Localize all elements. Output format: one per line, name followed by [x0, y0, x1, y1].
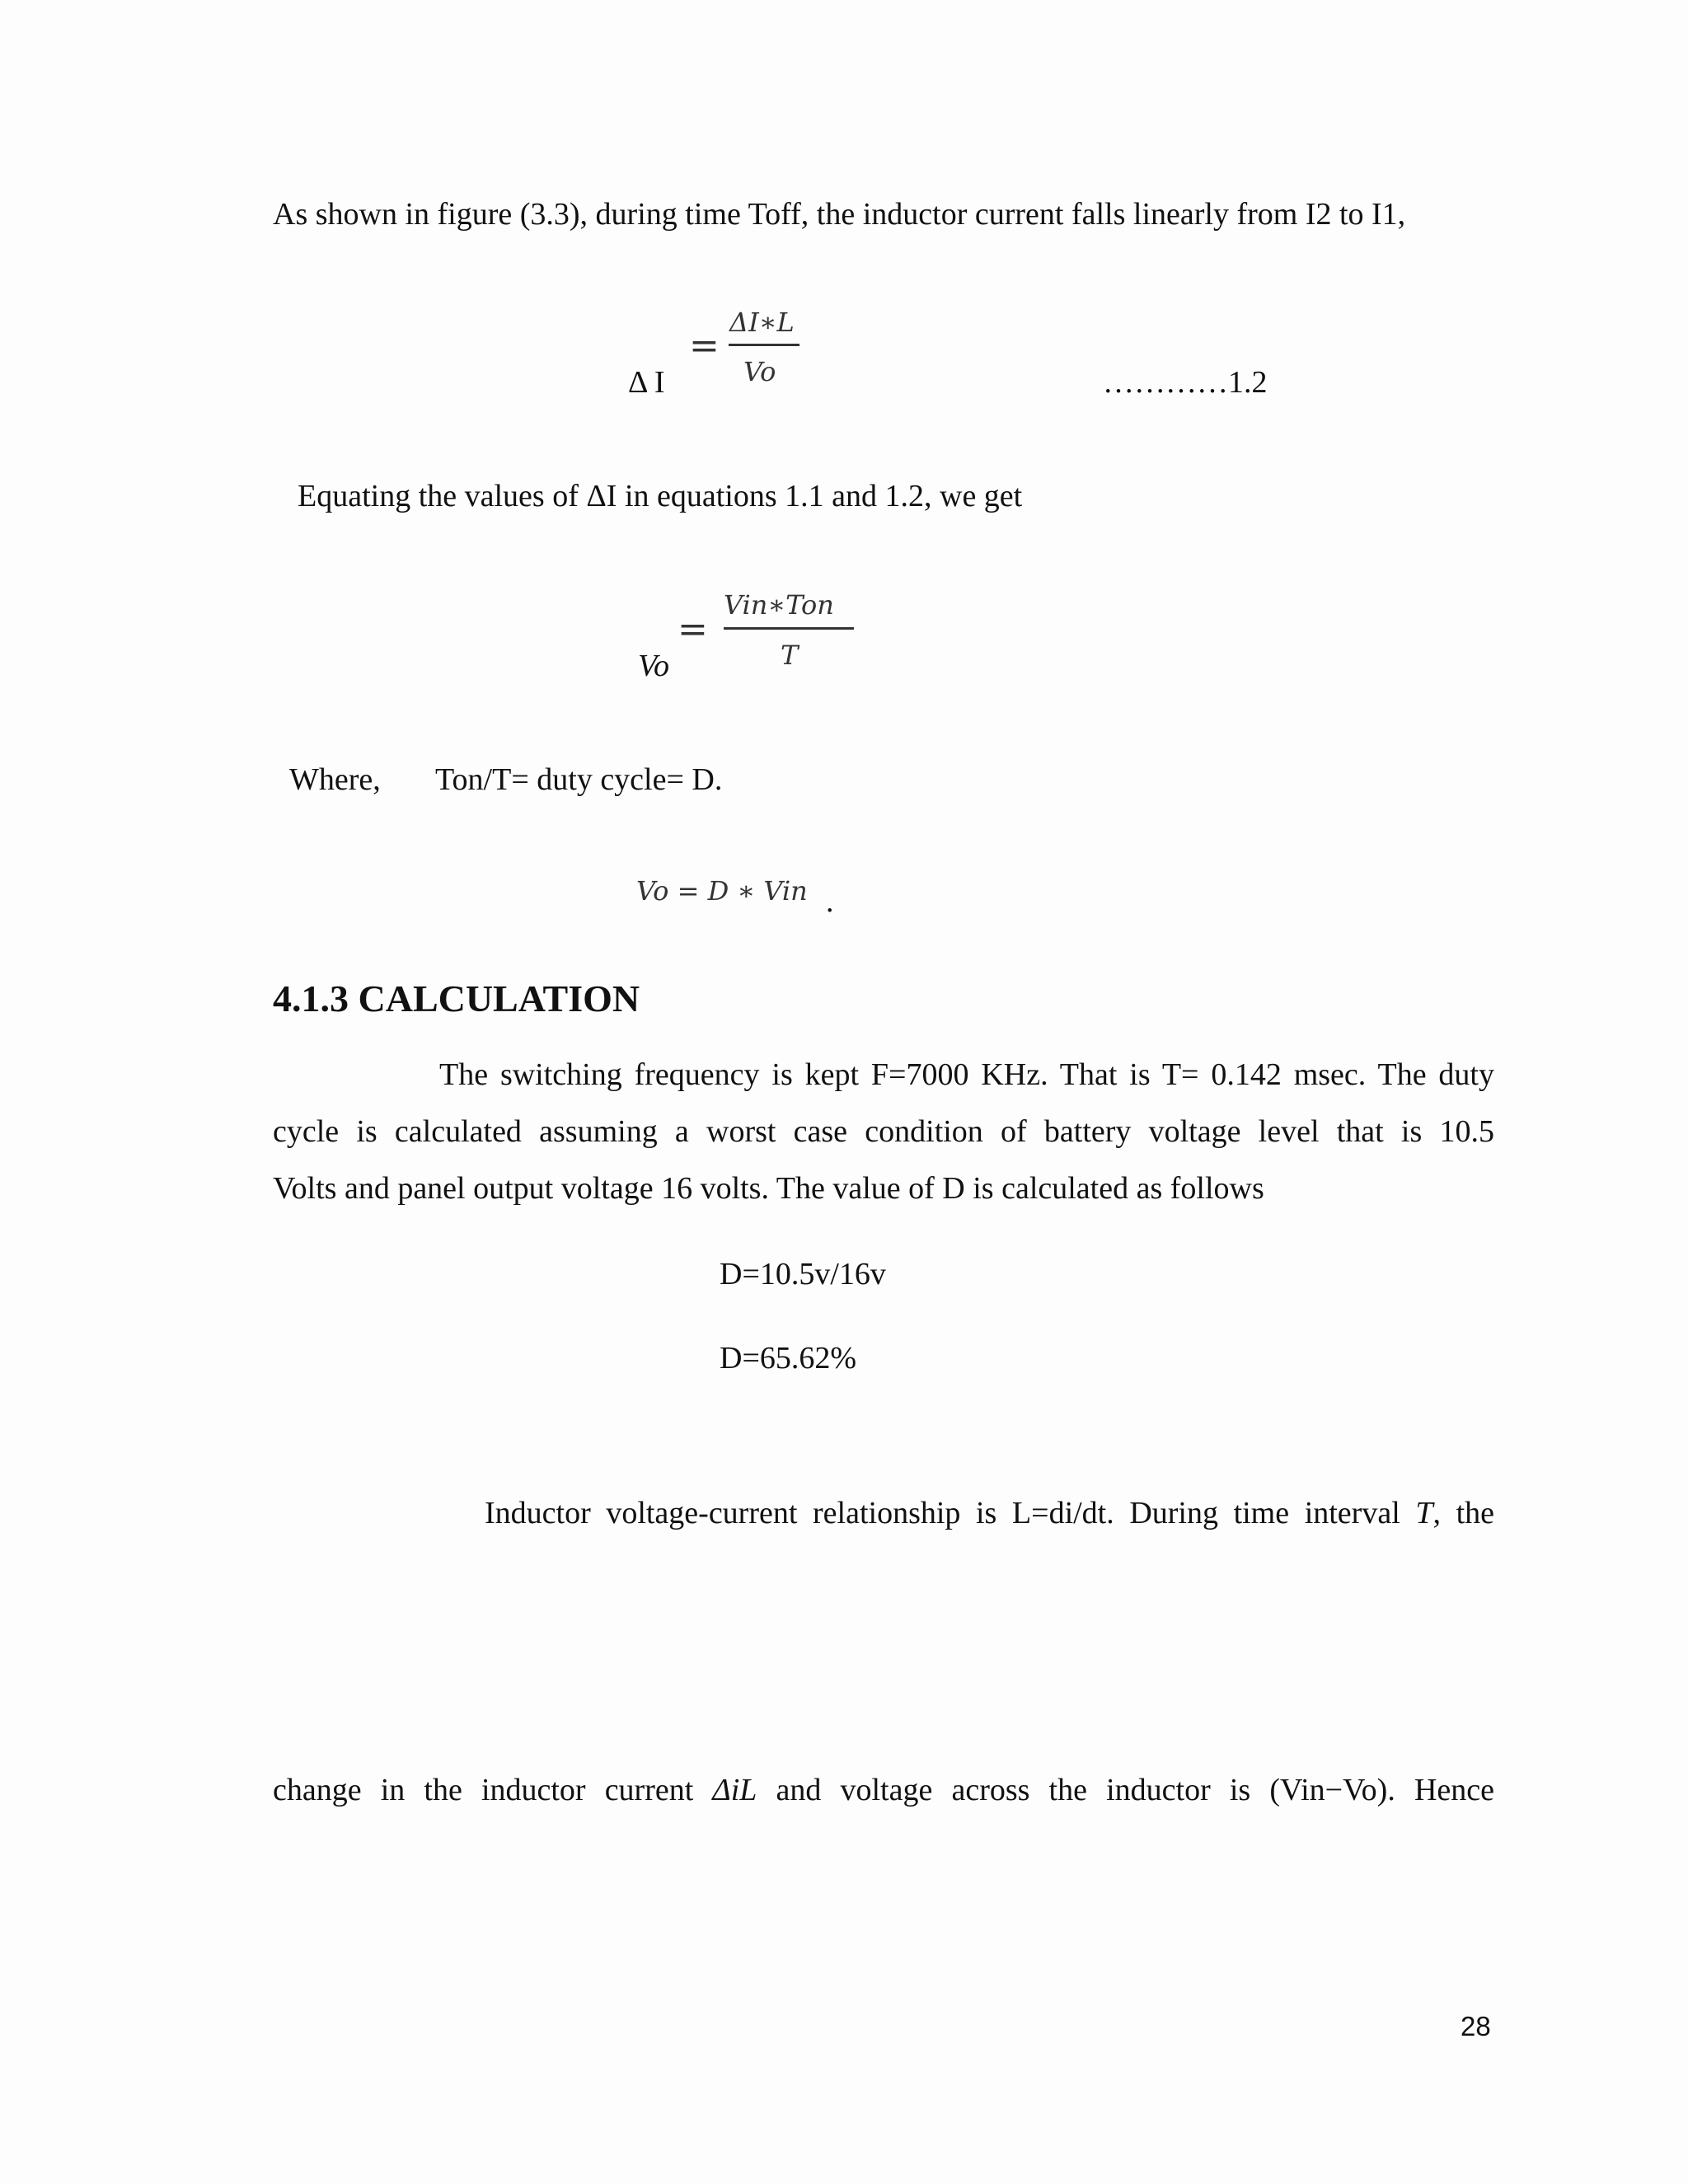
change-word: Hence [1414, 1773, 1494, 1807]
where-label: Where, [289, 762, 381, 797]
intro-paragraph: As shown in figure (3.3), during time Toff, the inductor current falls linearly from I2 to I1, [273, 197, 1406, 232]
inductor-line-var: T [1415, 1496, 1433, 1530]
calc-line-2: cycle is calculated assuming a worst case condition of battery voltage level that is 10.5 [273, 1114, 1494, 1149]
section-heading: 4.1.3 CALCULATION [273, 977, 640, 1019]
change-word-voltage-expr: (Vin−Vo). [1269, 1773, 1395, 1807]
change-word: voltage [840, 1773, 933, 1807]
page-number: 28 [1461, 2011, 1491, 2041]
eq2-fraction-bar [724, 627, 854, 630]
eq2-numerator: Vin∗Ton [724, 589, 834, 621]
inductor-line-text: Inductor voltage-current relationship is L=di/dt. During time interval [485, 1496, 1400, 1530]
duty-cycle-result: D=65.62% [720, 1341, 857, 1376]
change-word: is [1229, 1773, 1251, 1807]
change-word: change [273, 1773, 362, 1807]
change-word: the [424, 1773, 462, 1807]
eq2-denominator: T [781, 640, 799, 671]
change-word-delta-il: ΔiL [712, 1773, 757, 1807]
change-word: across [951, 1773, 1030, 1807]
inductor-line-tail: , the [1432, 1496, 1494, 1530]
change-word: inductor [481, 1773, 586, 1807]
where-text: Ton/T= duty cycle= D. [435, 762, 723, 797]
eq2-equals: = [678, 608, 708, 650]
change-word: current [604, 1773, 694, 1807]
eq1-lhs: Δ I [628, 365, 665, 400]
duty-cycle-formula: D=10.5v/16v [720, 1257, 886, 1291]
calc-line-1: The switching frequency is kept F=7000 KHz. That is T= 0.142 msec. The duty [439, 1057, 1494, 1092]
eq3-duty-relation: Vo = D ∗ Vin [636, 875, 808, 907]
eq1-equals: = [689, 325, 720, 367]
change-word: and [776, 1773, 822, 1807]
change-word: the [1048, 1773, 1087, 1807]
change-word: in [380, 1773, 406, 1807]
equating-paragraph: Equating the values of ΔI in equations 1.1 and 1.2, we get [298, 479, 1023, 513]
eq2-lhs: Vo [638, 649, 669, 683]
inductor-relationship-line [485, 1495, 1494, 1531]
eq1-numerator: ΔI∗L [729, 307, 795, 338]
eq1-fraction-bar [729, 344, 799, 346]
change-line [273, 1772, 1494, 1808]
calc-line-3: Volts and panel output voltage 16 volts. The value of D is calculated as follows [273, 1171, 1264, 1206]
eq3-dot: . [826, 884, 834, 919]
eq1-denominator: Vo [743, 356, 776, 387]
eq1-number: …………1.2 [1103, 365, 1268, 400]
change-word: inductor [1106, 1773, 1211, 1807]
